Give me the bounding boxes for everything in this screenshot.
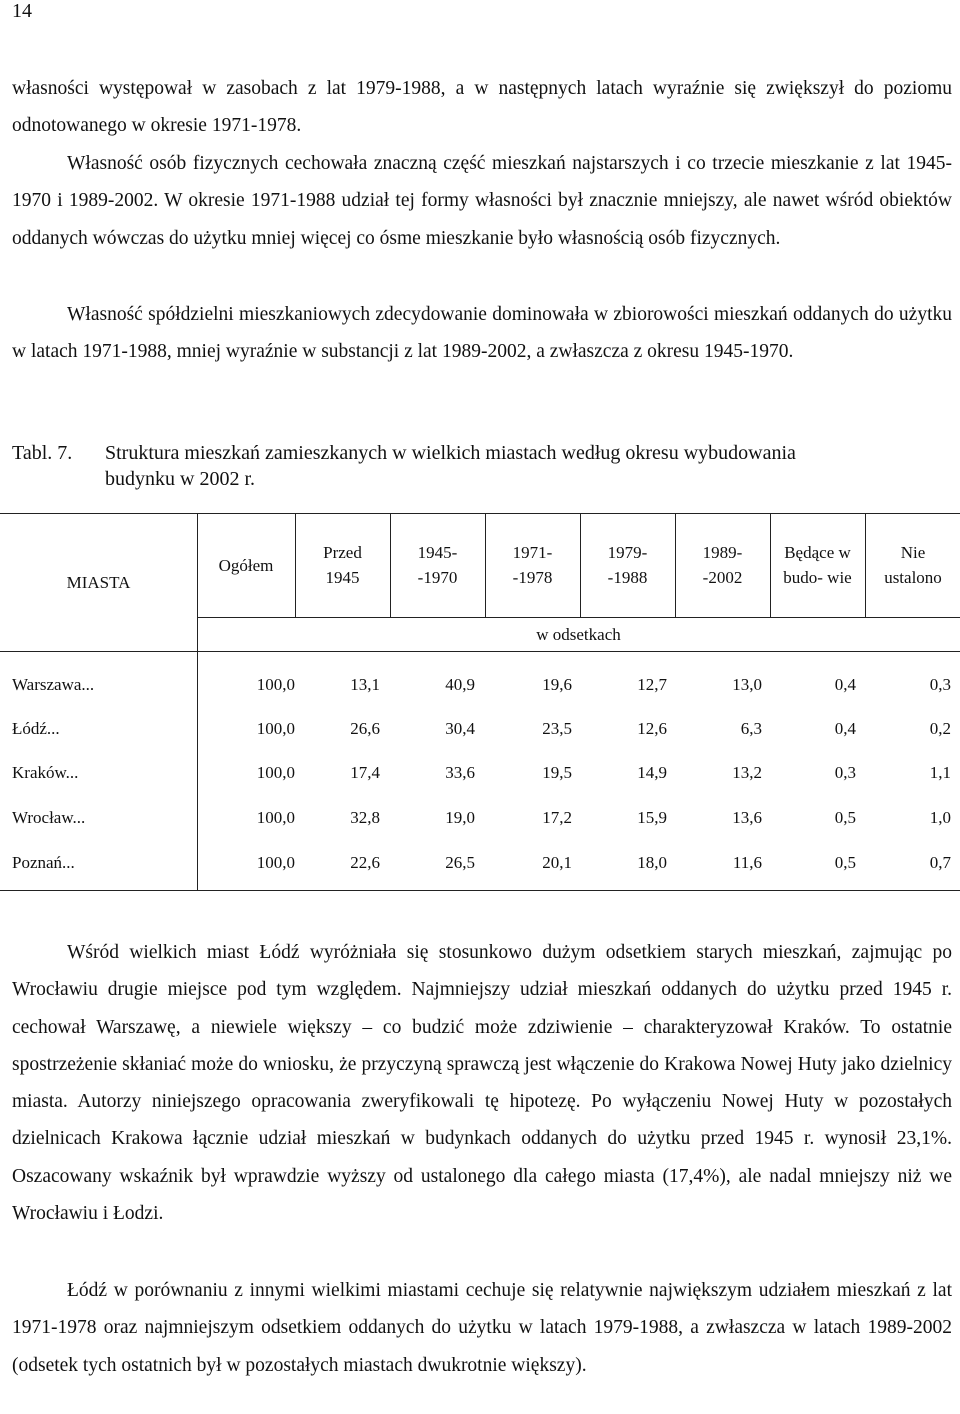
row-value: 13,2 [732, 763, 762, 782]
row-value: 19,0 [445, 808, 475, 827]
row-value: 17,2 [542, 808, 572, 827]
table-row [0, 853, 960, 883]
row-value: 26,6 [350, 719, 380, 738]
header-1971-1978: 1971- -1978 [512, 543, 553, 587]
row-value: 22,6 [350, 853, 380, 872]
row-value: 0,5 [834, 808, 856, 827]
row-value: 11,6 [732, 853, 762, 872]
header-bedace-w-budowie: Będące w budo- wie [783, 543, 852, 587]
row-city: Łódź... [12, 719, 60, 738]
row-value: 13,0 [732, 675, 762, 694]
page-number: 14 [12, 0, 32, 22]
column-divider [770, 513, 771, 617]
paragraph-3 [12, 296, 952, 371]
row-value: 26,5 [445, 853, 475, 872]
table-label: Tabl. 7. [12, 442, 73, 464]
table-bottom-rule [0, 890, 960, 891]
row-value: 0,5 [834, 853, 856, 872]
table-row [0, 808, 960, 838]
row-value: 100,0 [256, 808, 295, 827]
header-przed-1945: Przed 1945 [323, 543, 362, 587]
row-value: 13,1 [350, 675, 380, 694]
row-value: 0,4 [834, 719, 856, 738]
row-value: 17,4 [350, 763, 380, 782]
row-value: 19,6 [542, 675, 572, 694]
row-value: 23,5 [542, 719, 572, 738]
column-divider [580, 513, 581, 617]
row-value: 100,0 [256, 675, 295, 694]
row-city: Wrocław... [12, 808, 86, 827]
row-value: 1,1 [929, 763, 951, 782]
row-value: 14,9 [637, 763, 667, 782]
header-miasta: MIASTA [66, 572, 131, 592]
paragraph-1-text: własności występował w zasobach z lat 1979-1988, a w następnych latach wyraźnie się zwiększył do poziomu odnotowanego w okresie 1971-1978. [12, 78, 952, 137]
header-1945-1970: 1945- -1970 [417, 543, 458, 587]
row-value: 0,3 [929, 675, 951, 694]
paragraph-5-text: Łódź w porównaniu z innymi wielkimi miastami cechuje się relatywnie największym udziałem mieszkań z lat 1971-1978 oraz najmniejszym odsetkiem oddanych do użytku w latach 1979-1988, a zwłaszcza w latach 1989-2002 (odsetek tych ostatnich był w pozostałych miastach dwukrotnie większy). [12, 1280, 952, 1376]
row-value: 0,7 [929, 853, 951, 872]
row-value: 12,6 [637, 719, 667, 738]
table-row [0, 675, 960, 705]
paragraph-2 [12, 145, 952, 257]
row-city: Warszawa... [12, 675, 95, 694]
paragraph-3-text: Własność spółdzielni mieszkaniowych zdecydowanie dominowała w zbiorowości mieszkań oddanych do użytku w latach 1971-1988, mniej wyraźnie w substancji z lat 1989-2002, a zwłaszcza z okresu 1945-1970. [12, 304, 952, 363]
paragraph-5 [12, 1272, 952, 1384]
column-divider [295, 513, 296, 617]
row-value: 0,4 [834, 675, 856, 694]
table-caption-text: Struktura mieszkań zamieszkanych w wielkich miastach według okresu wybudowania budynku w 2002 r. [105, 442, 796, 490]
paragraph-4 [12, 934, 952, 1232]
header-nie-ustalono: Nie ustalono [884, 543, 942, 587]
row-value: 32,8 [350, 808, 380, 827]
paragraph-2-text: Własność osób fizycznych cechowała znaczną część mieszkań najstarszych i co trzecie mieszkanie z lat 1945-1970 i 1989-2002. W okresie 1971-1988 udział tej formy własności był znacznie mniejszy, ale nawet wśród obiektów oddanych wówczas do użytku mniej więcej co ósme mieszkanie było własnością osób fizycznych. [12, 153, 952, 249]
row-value: 0,2 [929, 719, 951, 738]
row-value: 19,5 [542, 763, 572, 782]
row-value: 6,3 [740, 719, 762, 738]
row-value: 40,9 [445, 675, 475, 694]
column-divider [865, 513, 866, 617]
row-value: 33,6 [445, 763, 475, 782]
row-value: 100,0 [256, 763, 295, 782]
table-header-rule [0, 651, 960, 652]
row-value: 15,9 [637, 808, 667, 827]
row-value: 100,0 [256, 719, 295, 738]
paragraph-1 [12, 70, 952, 145]
column-divider [485, 513, 486, 617]
header-1989-2002: 1989- -2002 [702, 543, 743, 587]
paragraph-4-text: Wśród wielkich miast Łódź wyróżniała się stosunkowo dużym odsetkiem starych mieszkań, zajmując po Wrocławiu drugie miejsce pod tym względem. Najmniejszy udział mieszkań oddanych do użytku przed 1945 r. cechował Warszawę, a niewiele większy – co budzić może zdziwienie – charakteryzował Kraków. To ostatnie spostrzeżenie skłaniać może do wniosku, że przyczyną sprawczą jest włączenie do Krakowa Nowej Huty jako dzielnicy miasta. Autorzy niniejszego opracowania zweryfikowali tę hipotezę. Po wyłączeniu Nowej Huty w pozostałych dzielnicach Krakowa łącznie udział mieszkań w budynkach oddanych do użytku przed 1945 r. wynosił 23,1%. Oszacowany wskaźnik był wprawdzie wyższy od ustalonego dla całego miasta (17,4%), ale nadal mniejszy niż we Wrocławiu i Łodzi. [12, 942, 952, 1225]
table-row [0, 763, 960, 793]
column-divider [390, 513, 391, 617]
row-value: 18,0 [637, 853, 667, 872]
data-table [0, 513, 960, 891]
row-value: 0,3 [834, 763, 856, 782]
header-ogolem: Ogółem [218, 555, 274, 575]
row-value: 12,7 [637, 675, 667, 694]
row-city: Kraków... [12, 763, 79, 782]
row-city: Poznań... [12, 853, 75, 872]
row-value: 20,1 [542, 853, 572, 872]
row-value: 100,0 [256, 853, 295, 872]
row-value: 1,0 [929, 808, 951, 827]
column-divider [675, 513, 676, 617]
row-value: 30,4 [445, 719, 475, 738]
header-unit: w odsetkach [536, 624, 621, 644]
header-1979-1988: 1979- -1988 [607, 543, 648, 587]
table-row [0, 719, 960, 749]
row-value: 13,6 [732, 808, 762, 827]
